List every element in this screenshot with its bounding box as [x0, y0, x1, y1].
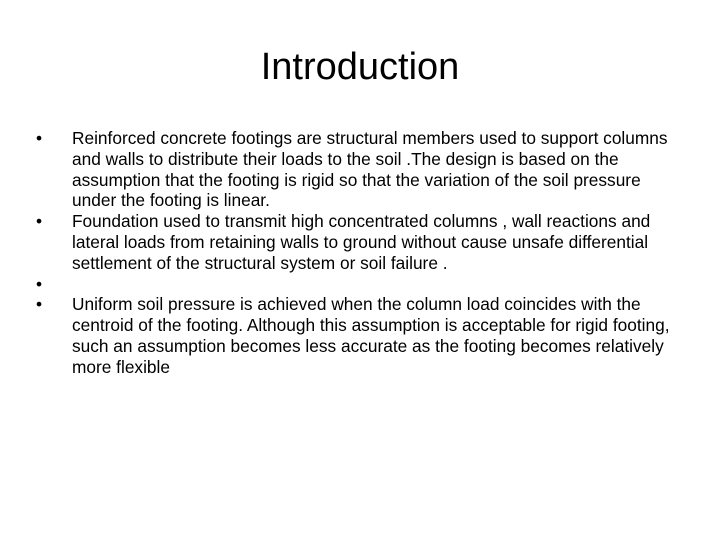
slide-title: Introduction — [260, 46, 460, 88]
bullet-list — [36, 128, 686, 378]
bullet-text — [72, 274, 77, 294]
bullet-dot-icon: • — [36, 211, 43, 232]
bullet-item — [36, 128, 686, 211]
bullet-text: Foundation used to transmit high concentrated columns , wall reactions and lateral loads from retaining walls to ground without cause unsafe differential settlement of the structural system or soil failure . — [72, 211, 651, 273]
bullet-text: Uniform soil pressure is achieved when the column load coincides with the centroid of the footing. Although this assumption is acceptable for rigid footing, such an assumption becomes less accurate as the footing becomes relatively more flexible — [72, 294, 670, 377]
bullet-text: Reinforced concrete footings are structural members used to support columns and walls to distribute their loads to the soil .The design is based on the assumption that the footing is rigid so that the variation of the soil pressure under the footing is linear. — [72, 128, 668, 211]
bullet-item — [36, 211, 686, 273]
bullet-dot-icon: • — [36, 128, 43, 148]
bullet-item-empty — [36, 274, 686, 295]
bullet-item — [36, 294, 686, 377]
bullet-dot-icon: • — [36, 294, 43, 315]
bullet-dot-icon: • — [36, 273, 43, 294]
